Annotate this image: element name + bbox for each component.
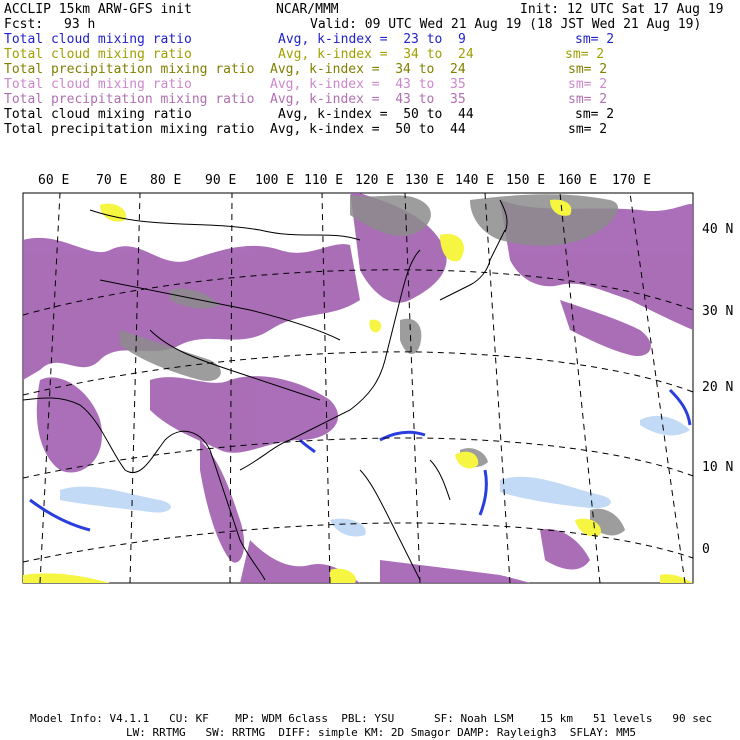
longitude-label: 160 E [558,173,598,188]
longitude-label: 80 E [150,173,182,188]
legend-smoothing: sm= 2 [568,62,608,77]
latitude-label: 30 N [702,304,734,319]
product-title: ACCLIP 15km ARW-GFS init [4,2,192,17]
forecast-hours: 93 h [64,17,96,32]
legend-avg-range: Avg, k-index = 34 to 24 [278,47,474,62]
legend-smoothing: sm= 2 [568,92,608,107]
longitude-label: 130 E [405,173,445,188]
legend-field-name: Total precipitation mixing ratio [4,92,255,107]
forecast-label: Fcst: [4,17,44,32]
legend-avg-range: Avg, k-index = 23 to 9 [278,32,466,47]
legend-field-name: Total precipitation mixing ratio [4,62,255,77]
legend-smoothing: sm= 2 [575,107,615,122]
legend-smoothing: sm= 2 [565,47,605,62]
longitude-label: 170 E [612,173,652,188]
longitude-label: 100 E [255,173,295,188]
valid-time: Valid: 09 UTC Wed 21 Aug 19 (18 JST Wed 21 Aug 19) [310,17,702,32]
legend-field-name: Total cloud mixing ratio [4,77,192,92]
longitude-label: 90 E [205,173,237,188]
model-info-line2: LW: RRTMG SW: RRTMG DIFF: simple KM: 2D Smagor DAMP: Rayleigh3 SFLAY: MM5 [126,726,636,739]
legend-avg-range: Avg, k-index = 34 to 24 [270,62,466,77]
latitude-label: 10 N [702,460,734,475]
latitude-label: 0 [702,542,710,557]
legend-field-name: Total cloud mixing ratio [4,107,192,122]
longitude-label: 110 E [304,173,344,188]
longitude-label: 150 E [506,173,546,188]
legend-field-name: Total cloud mixing ratio [4,47,192,62]
longitude-label: 120 E [355,173,395,188]
legend-avg-range: Avg, k-index = 43 to 35 [270,77,466,92]
legend-avg-range: Avg, k-index = 43 to 35 [270,92,466,107]
init-time: Init: 12 UTC Sat 17 Aug 19 [520,2,724,17]
latitude-label: 20 N [702,380,734,395]
model-info-line1: Model Info: V4.1.1 CU: KF MP: WDM 6class PBL: YSU SF: Noah LSM 15 km 51 levels 90 sec [30,712,713,725]
longitude-label: 70 E [96,173,128,188]
organization-label: NCAR/MMM [276,2,339,17]
legend-avg-range: Avg, k-index = 50 to 44 [270,122,466,137]
longitude-label: 60 E [38,173,70,188]
legend-field-name: Total cloud mixing ratio [4,32,192,47]
longitude-label: 140 E [455,173,495,188]
legend-smoothing: sm= 2 [568,77,608,92]
legend-field-name: Total precipitation mixing ratio [4,122,255,137]
latitude-label: 40 N [702,222,734,237]
legend-smoothing: sm= 2 [568,122,608,137]
legend-smoothing: sm= 2 [575,32,615,47]
legend-avg-range: Avg, k-index = 50 to 44 [278,107,474,122]
